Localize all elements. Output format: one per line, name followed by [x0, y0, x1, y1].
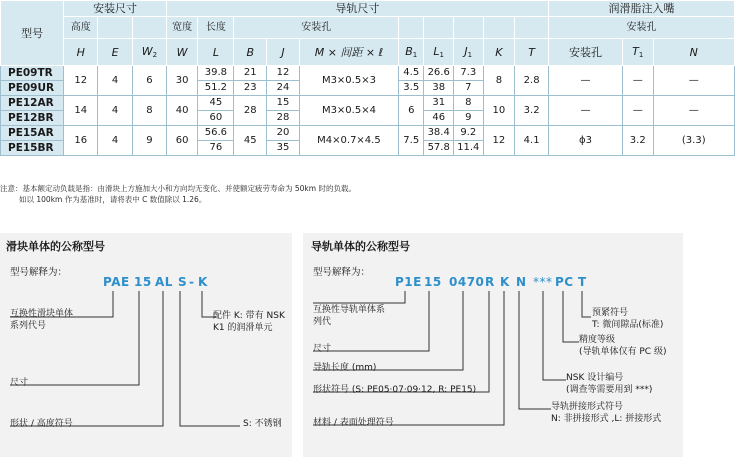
code-series: P1E	[395, 275, 422, 289]
sym-K: K	[483, 39, 515, 66]
explain-label: 型号解释为：	[10, 267, 68, 278]
explain-label: 型号解释为：	[313, 267, 371, 278]
cell: 15	[267, 96, 300, 111]
header-model: 型号	[1, 1, 64, 66]
label-design: NSK 设计编号 (调查等需要用到 ***)	[566, 373, 653, 395]
sym-J: J	[267, 39, 300, 66]
label-series-text: 互换性滑块单体 系列代号	[10, 309, 74, 331]
label-length: 导轨长度 (mm)	[313, 363, 377, 373]
cell: —	[549, 96, 623, 126]
cell: 60	[166, 126, 198, 156]
panel-title: 导轨单体的公称型号	[311, 240, 410, 253]
cell: 11.4	[453, 141, 483, 156]
header-mount: 安装尺寸	[64, 1, 166, 17]
code-shape: R	[485, 275, 495, 289]
cell: —	[549, 66, 623, 96]
cell: 38.4	[424, 126, 454, 141]
label-accuracy: 精度等级 (导轨单体仅有 PC 级)	[579, 335, 667, 357]
sym-L: L	[198, 39, 234, 66]
cell: 4.1	[515, 126, 549, 156]
cell: 2.8	[515, 66, 549, 96]
panel-title: 滑块单体的公称型号	[6, 240, 105, 253]
cell: 4.5	[399, 66, 424, 81]
cell: 9	[453, 111, 483, 126]
table-notes	[0, 183, 356, 205]
cell: 60	[198, 111, 234, 126]
cell: 3.2	[622, 126, 653, 156]
code-material: S	[178, 275, 188, 289]
table-row-model: PE12BR	[1, 111, 64, 126]
cell: 57.8	[424, 141, 454, 156]
cell: 7.3	[453, 66, 483, 81]
label-shape: 形状 / 高度符号	[10, 419, 73, 429]
cell: 4	[98, 66, 133, 96]
cell: 56.6	[198, 126, 234, 141]
cell: 7	[453, 81, 483, 96]
cell: 9	[132, 126, 166, 156]
sym-N: N	[653, 39, 734, 66]
label-ss: S: 不锈钢	[243, 419, 282, 429]
cell: 31	[424, 96, 454, 111]
sym-L1: L1	[424, 39, 454, 66]
cell: 45	[198, 96, 234, 111]
label-size: 尺寸	[313, 344, 332, 354]
spec-table	[0, 0, 735, 156]
code-series: PAE	[103, 275, 130, 289]
label-shape: 形状符号 (S: PE05·07·09·12, R: PE15)	[313, 385, 477, 395]
cell: 40	[166, 96, 198, 126]
cell: 51.2	[198, 81, 234, 96]
note-line-1: 注意：基本额定动负载是指：由滑块上方施加大小和方向均无变化、并使额定疲劳寿命为 50km 时的负载。	[0, 184, 356, 193]
label-material: 材料 / 表面处理符号	[313, 418, 394, 428]
cell: M4×0.7×4.5	[299, 126, 398, 156]
rail-nomenclature-panel	[303, 233, 683, 457]
sym-M: M × 间距 × ℓ	[299, 39, 398, 66]
cell: 23	[234, 81, 267, 96]
table-row-model: PE15BR	[1, 141, 64, 156]
cell: 6	[132, 66, 166, 96]
code-material: K	[500, 275, 510, 289]
code-length: 0470	[449, 275, 485, 289]
code-joint: N	[516, 275, 527, 289]
sym-E: E	[98, 39, 133, 66]
note-line-2: 如以 100km 作为基准时，请将表中 C 数值除以 1.26。	[19, 195, 207, 204]
cell: 39.8	[198, 66, 234, 81]
code-size: 15	[424, 275, 442, 289]
table-row-model: PE15AR	[1, 126, 64, 141]
cell: 8	[483, 66, 515, 96]
cell: 12	[267, 66, 300, 81]
header-height: 高度	[64, 17, 98, 39]
label-size: 尺寸	[10, 378, 29, 388]
header-lube: 润滑脂注入嘴	[549, 1, 735, 17]
cell: 76	[198, 141, 234, 156]
cell: —	[653, 66, 734, 96]
cell: M3×0.5×3	[299, 66, 398, 96]
label-series	[10, 308, 73, 332]
code-size: 15	[134, 275, 152, 289]
cell: 12	[64, 66, 98, 96]
code-dash: -	[189, 275, 195, 289]
cell: 45	[234, 126, 267, 156]
cell: 24	[267, 81, 300, 96]
cell: 16	[64, 126, 98, 156]
cell: 4	[98, 96, 133, 126]
table-row-model: PE09UR	[1, 81, 64, 96]
cell: 35	[267, 141, 300, 156]
header-holes: 安装孔	[234, 17, 399, 39]
cell: ϕ3	[549, 126, 623, 156]
cell: 30	[166, 66, 198, 96]
table-row-model: PE12AR	[1, 96, 64, 111]
cell: —	[622, 96, 653, 126]
label-option: 配件 K: 带有 NSK K1 的润滑单元	[213, 311, 285, 333]
cell: —	[653, 96, 734, 126]
sym-B1: B1	[399, 39, 424, 66]
cell: 28	[267, 111, 300, 126]
code-preload: T	[578, 275, 587, 289]
label-series: 互换性导轨单体系 列代	[313, 305, 386, 327]
code-design: ***	[533, 275, 553, 289]
cell: 28	[234, 96, 267, 126]
sym-J1: J1	[453, 39, 483, 66]
table-row-model: PE09TR	[1, 66, 64, 81]
header-rail: 导轨尺寸	[166, 1, 548, 17]
header-length: 长度	[198, 17, 234, 39]
sym-W2: W2	[132, 39, 166, 66]
sym-T1: T1	[622, 39, 653, 66]
label-joint: 导轨拼接形式符号 N: 非拼接形式 ,L: 拼接形式	[551, 402, 662, 424]
cell: 9.2	[453, 126, 483, 141]
cell: 21	[234, 66, 267, 81]
cell: 14	[64, 96, 98, 126]
sym-T: T	[515, 39, 549, 66]
cell: —	[622, 66, 653, 96]
cell: 10	[483, 96, 515, 126]
sym-H: H	[64, 39, 98, 66]
cell: 6	[399, 96, 424, 126]
header-width: 宽度	[166, 17, 198, 39]
cell: 3.5	[399, 81, 424, 96]
cell: 3.2	[515, 96, 549, 126]
cell: 7.5	[399, 126, 424, 156]
cell: 8	[453, 96, 483, 111]
code-option: K	[198, 275, 208, 289]
cell: 46	[424, 111, 454, 126]
cell: 8	[132, 96, 166, 126]
cell: 26.6	[424, 66, 454, 81]
cell: M3×0.5×4	[299, 96, 398, 126]
cell: 4	[98, 126, 133, 156]
sym-B: B	[234, 39, 267, 66]
code-accuracy: PC	[555, 275, 574, 289]
cell: 20	[267, 126, 300, 141]
header-lube-hole: 安装孔	[549, 17, 735, 39]
cell: 38	[424, 81, 454, 96]
block-nomenclature-panel	[0, 233, 292, 457]
cell: 12	[483, 126, 515, 156]
code-shape: AL	[155, 275, 173, 289]
cell: (3.3)	[653, 126, 734, 156]
sym-W: W	[166, 39, 198, 66]
label-preload: 预紧符号 T: 微间隙品(标准)	[592, 308, 664, 330]
sym-lube-hole: 安装孔	[549, 39, 623, 66]
